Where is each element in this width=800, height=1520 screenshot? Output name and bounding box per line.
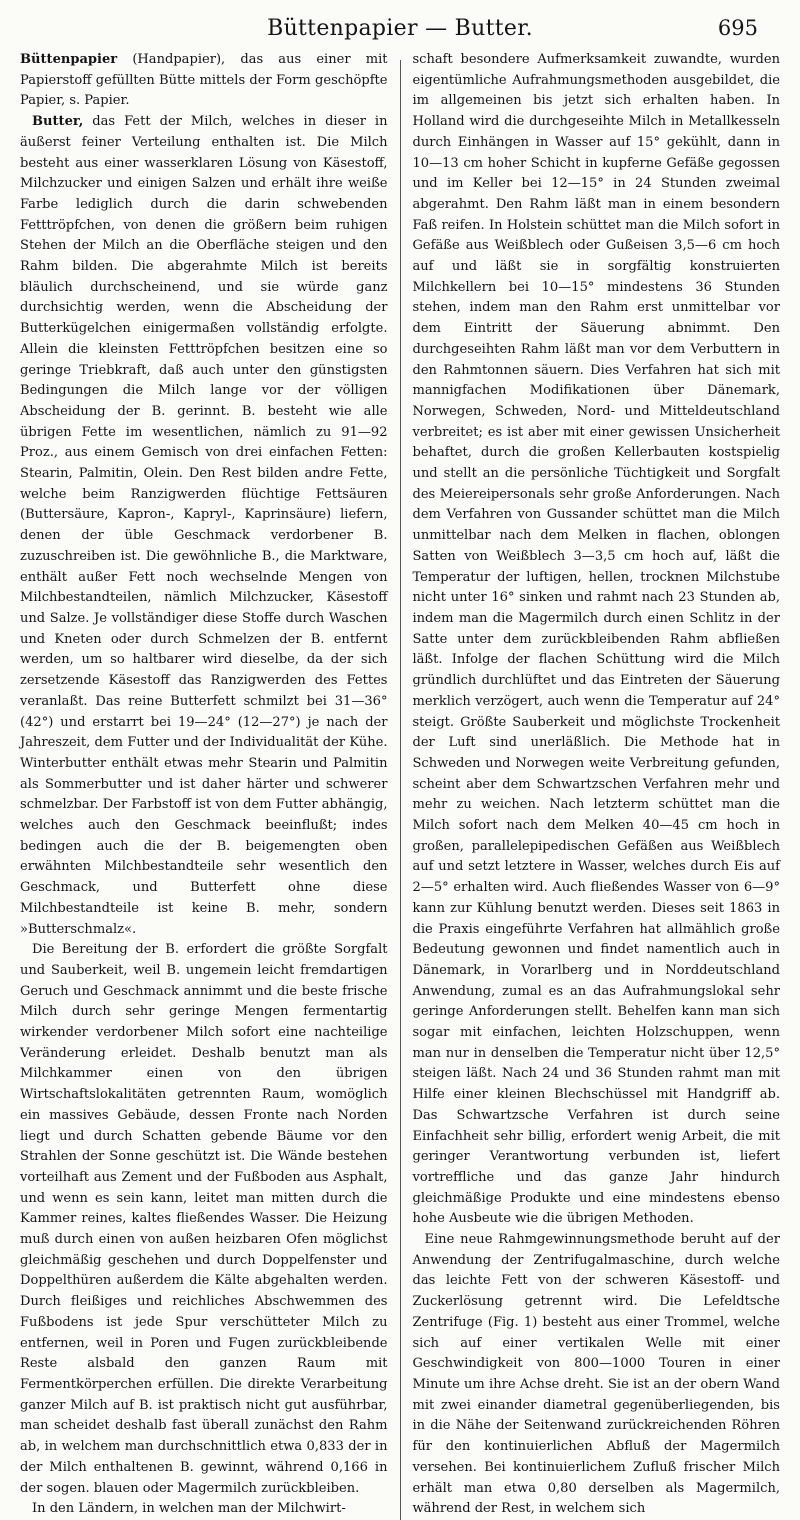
entry-headword: Büttenpapier	[20, 52, 118, 67]
paragraph-text: In den Ländern, in welchen man der Milchwirt-	[32, 1501, 346, 1517]
text-columns	[20, 50, 780, 1520]
paragraph	[20, 1499, 388, 1520]
paragraph	[412, 50, 780, 1230]
entry-buettenpapier	[20, 50, 388, 112]
page-header	[20, 0, 780, 50]
paragraph-text: Eine neue Rahmgewinnungsmethode beruht auf der Anwendung der Zentrifugalmaschine, durch welche das leichte Fett von der schweren Käsestoff- und Zuckerlösung getrennt wird. Die Lefeldtsche Zentrifuge (Fig. 1) besteht aus einer Trommel, welche sich auf einer vertikalen Welle mit einer Geschwindigkeit von 800—1000 Touren in einer Minute um ihre Achse dreht. Sie ist an der obern Wand mit zwei einander diametral gegenüberliegenden, bis in die Nähe der Seitenwand zurückreichenden Röhren für den kontinuierlichen Abfluß der Magermilch versehen. Bei kontinuierlichem Zufluß frischer Milch erhält man etwa 0,80 derselben als Magermilch, während der Rest, in welchem sich	[412, 1232, 780, 1517]
entry-text: das Fett der Milch, welches in dieser in äußerst feiner Verteilung enthalten ist. Die Milch besteht aus einer wasserklaren Lösung von Käsestoff, Milchzucker und einigen Salzen und erhält ihre weiße Farbe lediglich durch die darin schwebenden Fetttröpfchen, von denen die größern beim ruhigen Stehen der Milch an die Oberfläche steigen und den Rahm bilden. Die abgerahmte Milch ist bereits bläulich durchscheinend, und sie würde ganz durchsichtig werden, wenn die Abscheidung der Butterkügelchen einigermaßen vollständig erfolgte. Allein die kleinsten Fetttröpfchen besitzen eine so geringe Triebkraft, daß auch unter den günstigsten Bedingungen die Milch lange vor der völligen Abscheidung der B. gerinnt. B. besteht wie alle übrigen Fette im wesentlichen, nämlich zu 91—92 Proz., aus einem Gemisch von drei einfachen Fetten: Stearin, Palmitin, Olein. Den Rest bilden andre Fette, welche beim Ranzigwerden flüchtige Fettsäuren (Buttersäure, Kapron-, Kapryl-, Kaprinsäure) liefern, denen der üble Geschmack verdorbener B. zuzuschreiben ist. Die gewöhnliche B., die Marktware, enthält außer Fett noch wechselnde Mengen von Milchbestandteilen, nämlich Milchzucker, Käsestoff und Salze. Je vollständiger diese Stoffe durch Waschen und Kneten oder durch Schmelzen der B. entfernt werden, um so haltbarer wird dieselbe, da der sich zersetzende Käsestoff das Ranzigwerden des Fettes veranlaßt. Das reine Butterfett schmilzt bei 31—36° (42°) und erstarrt bei 19—24° (12—27°) je nach der Jahreszeit, dem Futter und der Individualität der Kühe. Winterbutter enthält etwas mehr Stearin und Palmitin als Sommerbutter und ist daher härter und schwerer schmelzbar. Der Farbstoff ist von dem Futter abhängig, welches auch den Geschmack beeinflußt; indes bedingen auch die der B. beigemengten oben erwähnten Milchbestandteile sehr wesentlich den Geschmack, und Butterfett ohne diese Milchbestandteile ist keine B. mehr, sondern »Butterschmalz«.	[20, 114, 388, 937]
page-number: 695	[717, 16, 758, 40]
entry-text: (Handpapier), das aus einer mit Papierstoff gefüllten Bütte mittels der Form geschöpfte Papier, s. Papier.	[20, 52, 388, 109]
entry-headword: Butter,	[32, 114, 84, 130]
left-column	[20, 50, 388, 1520]
column-divider	[400, 60, 401, 1520]
right-column	[412, 50, 780, 1520]
paragraph	[20, 940, 388, 1499]
paragraph-text: Die Bereitung der B. erfordert die größte Sorgfalt und Sauberkeit, weil B. ungemein leicht fremdartigen Geruch und Geschmack annimmt und die beste frische Milch durch sehr geringe Mengen fermentartig wirkender verdorbener Milch sofort eine nachteilige Veränderung erleidet. Deshalb benutzt man als Milchkammer einen von den übrigen Wirtschaftslokalitäten getrennten Raum, womöglich ein massives Gebäude, dessen Fronte nach Norden liegt und durch Schatten gebende Bäume vor den Strahlen der Sonne geschützt ist. Die Wände bestehen vorteilhaft aus Zement und der Fußboden aus Asphalt, und wenn es sein kann, leitet man mitten durch die Kammer reines, kaltes fließendes Wasser. Die Heizung muß durch einen von außen heizbaren Ofen möglichst gleichmäßig geschehen und durch Doppelfenster und Doppelthüren außerdem die Kälte abgehalten werden. Durch fleißiges und reichliches Abschwemmen des Fußbodens ist jede Spur verschütteter Milch zu entfernen, weil in Poren und Fugen zurückbleibende Reste alsbald den ganzen Raum mit Fermentkörperchen erfüllen. Die direkte Verarbeitung ganzer Milch auf B. ist praktisch nicht gut ausführbar, man scheidet deshalb fast überall zunächst den Rahm ab, in welchem man durchschnittlich etwa 0,833 der in der Milch enthaltenen B. gewinnt, während 0,166 in der sogen. blauen oder Magermilch zurückbleiben.	[20, 942, 388, 1496]
running-title: Büttenpapier — Butter.	[267, 16, 533, 41]
paragraph-text: schaft besondere Aufmerksamkeit zuwandte, wurden eigentümliche Aufrahmungsmethoden ausgebildet, die im allgemeinen bis jetzt sich erhalten haben. In Holland wird die durchgeseihte Milch in Metallkesseln durch Einhängen in Wasser auf 15° gekühlt, dann in 10—13 cm hoher Schicht in kupferne Gefäße gegossen und im Keller bei 12—15° in 24 Stunden zweimal abgerahmt. Den Rahm läßt man in einem besondern Faß reifen. In Holstein schüttet man die Milch sofort in Gefäße aus Weißblech oder Gußeisen 3,5—6 cm hoch auf und läßt sie in sorgfältig konstruierten Milchkellern bei 10—15° mindestens 36 Stunden stehen, indem man den Rahm erst unmittelbar vor dem Eintritt der Säuerung abnimmt. Den durchgeseihten Rahm läßt man vor dem Verbuttern in den Rahmtonnen säuern. Dies Verfahren hat sich mit mannigfachen Modifikationen über Dänemark, Norwegen, Schweden, Nord- und Mitteldeutschland verbreitet; es ist aber mit einer gewissen Unsicherheit behaftet, durch die großen Kellerbauten kostspielig und stellt an die persönliche Tüchtigkeit und Sorgfalt des Meiereipersonals sehr große Anforderungen. Nach dem Verfahren von Gussander schüttet man die Milch unmittelbar nach dem Melken in flachen, oblongen Satten von Weißblech 3—3,5 cm hoch auf, läßt die Temperatur der luftigen, hellen, trocknen Milchstube nicht unter 16° sinken und rahmt nach 23 Stunden ab, indem man die Magermilch durch einen Schlitz in der Satte unter dem zurückbleibenden Rahm abfließen läßt. Infolge der flachen Schüttung wird die Milch gründlich durchlüftet und das Eintreten der Säuerung merklich verzögert, auch wenn die Temperatur auf 24° steigt. Größte Sauberkeit und möglichste Trockenheit der Luft sind unerläßlich. Die Methode hat in Schweden und Norwegen weite Verbreitung gefunden, scheint aber dem Schwartzschen Verfahren mehr und mehr zu weichen. Nach letzterm schüttet man die Milch sofort nach dem Melken 40—45 cm hoch in großen, parallelepipedischen Gefäßen aus Weißblech auf und setzt letztere in Wasser, welches durch Eis auf 2—5° erhalten wird. Auch fließendes Wasser von 6—9° kann zur Kühlung benutzt werden. Dieses seit 1863 in die Praxis eingeführte Verfahren hat allmählich große Bedeutung gewonnen und findet namentlich auch in Dänemark, in Vorarlberg und in Norddeutschland Anwendung, zumal es an das Aufrahmungslokal sehr geringe Anforderungen stellt. Behelfen kann man sich sogar mit einfachen, leichten Holzschuppen, wenn man nur in denselben die Temperatur nicht über 12,5° steigen läßt. Nach 24 und 36 Stunden rahmt man mit Hilfe einer kleinen Blechschüssel mit Handgriff ab. Das Schwartzsche Verfahren ist durch seine Einfachheit sehr billig, erfordert wenig Arbeit, die mit geringer Verantwortung verbunden ist, liefert vortreffliche und das ganze Jahr hindurch gleichmäßige Produkte und eine mindestens ebenso hohe Ausbeute wie die übrigen Methoden.	[412, 52, 780, 1227]
paragraph	[412, 1230, 780, 1520]
entry-butter	[20, 112, 388, 940]
